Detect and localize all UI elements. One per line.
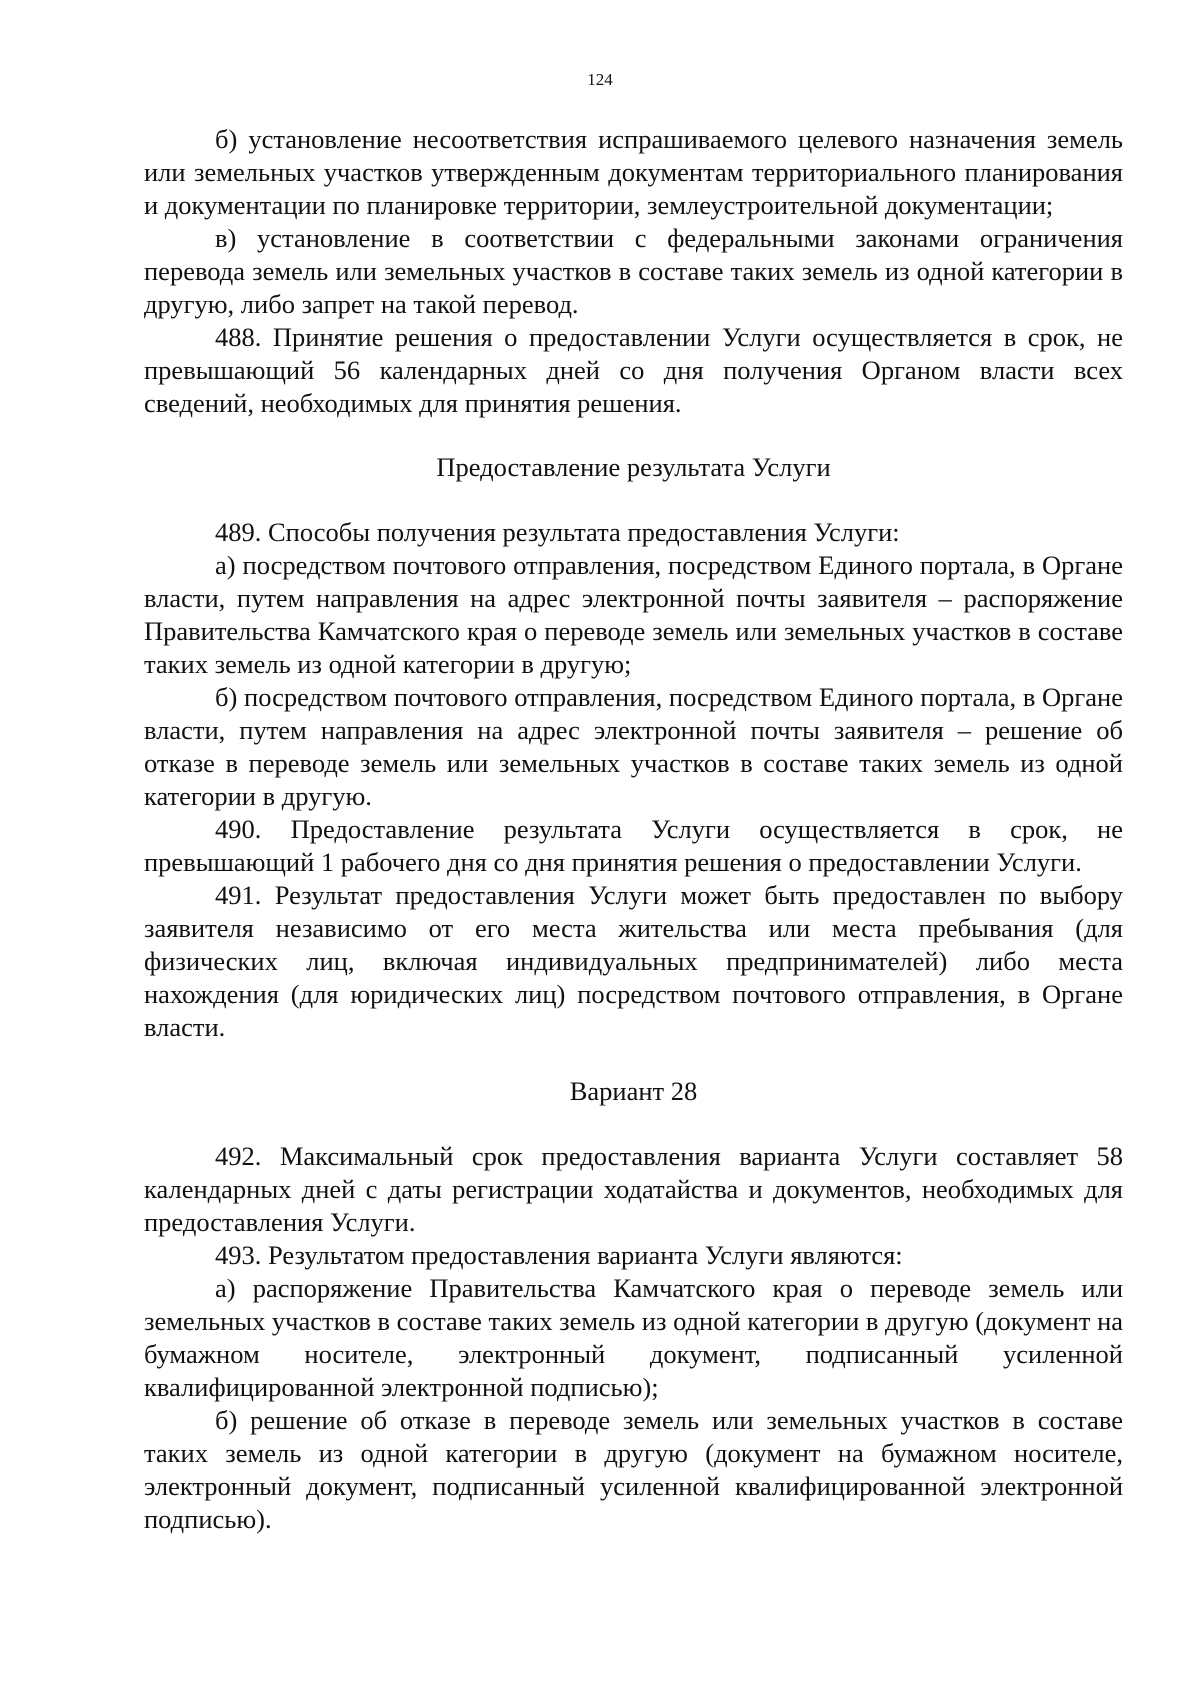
paragraph-489-a: а) посредством почтового отправления, посредством Единого портала, в Органе власти, путем направления на адрес электронной почты заявителя – распоряжение Правительства Камчатского края о переводе земель или земельных участков в составе таких земель из одной категории в другую; [144, 550, 1123, 679]
page-number: 124 [587, 70, 613, 89]
paragraph-v-restriction: в) установление в соответствии с федеральными законами ограничения перевода земель или земельных участков в составе таких земель из одной категории в другую, либо запрет на такой перевод. [144, 223, 1123, 319]
paragraph-492: 492. Максимальный срок предоставления варианта Услуги составляет 58 календарных дней с даты регистрации ходатайства и документов, необходимых для предоставления Услуги. [144, 1141, 1123, 1237]
section-heading-variant: Вариант 28 [569, 1076, 698, 1106]
paragraph-488: 488. Принятие решения о предоставлении Услуги осуществляется в срок, не превышающий 56 календарных дней со дня получения Органом власти всех сведений, необходимых для принятия решения. [144, 322, 1123, 418]
paragraph-490: 490. Предоставление результата Услуги осуществляется в срок, не превышающий 1 рабочего дня со дня принятия решения о предоставлении Услуги. [144, 814, 1123, 877]
paragraph-493-b: б) решение об отказе в переводе земель или земельных участков в составе таких земель из одной категории в другую (документ на бумажном носителе, электронный документ, подписанный усиленной квалифицированной электронной подписью). [144, 1405, 1123, 1534]
paragraph-493-a: а) распоряжение Правительства Камчатского края о переводе земель или земельных участков в составе таких земель из одной категории в другую (документ на бумажном носителе, электронный документ, подписанный усиленной квалифицированной электронной подписью); [144, 1273, 1124, 1402]
paragraph-491: 491. Результат предоставления Услуги может быть предоставлен по выбору заявителя независимо от его места жительства или места пребывания (для физических лиц, включая индивидуальных предпринимателей) либо места нахождения (для юридических лиц) посредством почтового отправления, в Органе власти. [144, 880, 1123, 1042]
document-body [144, 123, 1123, 1536]
paragraph-489: 489. Способы получения результата предоставления Услуги: [215, 517, 900, 547]
paragraph-b-mismatch: б) установление несоответствия испрашиваемого целевого назначения земель или земельных участков утвержденным документам территориального планирования и документации по планировке территории, землеустроительной документации; [144, 124, 1123, 220]
paragraph-489-b: б) посредством почтового отправления, посредством Единого портала, в Органе власти, путем направления на адрес электронной почты заявителя – решение об отказе в переводе земель или земельных участков в составе таких земель из одной категории в другую. [144, 682, 1123, 811]
paragraph-493: 493. Результатом предоставления варианта Услуги являются: [215, 1240, 903, 1270]
section-heading-result: Предоставление результата Услуги [436, 452, 831, 482]
